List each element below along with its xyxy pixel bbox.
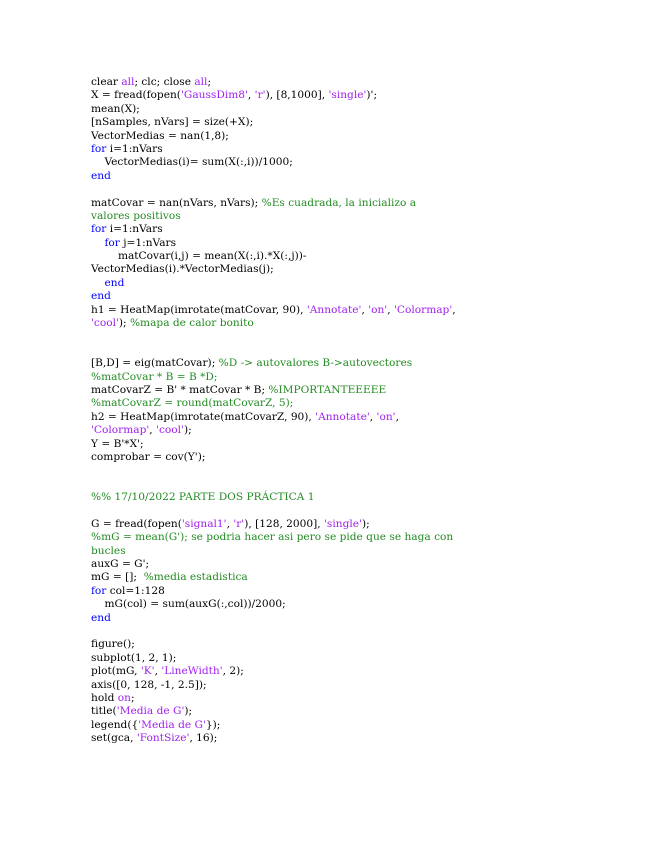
code-text: ), [128, 2000], bbox=[244, 517, 325, 530]
code-keyword: end bbox=[104, 276, 125, 289]
code-string: 'Annotate' bbox=[315, 410, 370, 423]
code-text: h2 = HeatMap(imrotate(matCovarZ, 90), bbox=[91, 410, 316, 423]
code-line bbox=[91, 116, 591, 129]
code-line bbox=[91, 598, 591, 611]
code-line bbox=[91, 652, 591, 665]
code-line bbox=[91, 170, 591, 183]
code-text: ; bbox=[130, 691, 135, 704]
code-line bbox=[91, 263, 591, 276]
code-line bbox=[91, 371, 591, 384]
code-text: mG = []; bbox=[91, 571, 144, 584]
code-comment: %matCovar * B = B *D; bbox=[91, 370, 218, 383]
code-line bbox=[91, 478, 591, 491]
code-line bbox=[91, 424, 591, 437]
code-line bbox=[91, 679, 591, 692]
code-line bbox=[91, 545, 591, 558]
code-text: legend({ bbox=[91, 718, 139, 731]
code-string: 'signal1' bbox=[181, 517, 227, 530]
code-line bbox=[91, 223, 591, 236]
code-comment: %media estadistica bbox=[143, 571, 248, 584]
code-line bbox=[91, 384, 591, 397]
code-comment: %IMPORTANTEEEEE bbox=[268, 383, 387, 396]
code-text: clear bbox=[91, 76, 122, 88]
code-line bbox=[91, 317, 591, 330]
code-line bbox=[91, 210, 591, 223]
code-text: j=1:nVars bbox=[123, 236, 177, 249]
code-text: plot(mG, bbox=[91, 665, 141, 678]
code-text: set(gca, bbox=[91, 732, 137, 745]
code-string: 'on' bbox=[376, 410, 396, 423]
code-text: mG(col) = sum(auxG(:,col))/2000; bbox=[91, 598, 286, 611]
code-text: ); bbox=[183, 424, 192, 437]
code-comment: %mG = mean(G'); se podria hacer asi pero se pide que se haga con bbox=[91, 531, 454, 544]
code-text: , bbox=[395, 410, 399, 423]
code-line bbox=[91, 625, 591, 638]
code-text: , bbox=[369, 410, 377, 423]
code-keyword: end bbox=[91, 169, 111, 182]
code-line bbox=[91, 665, 591, 678]
code-text: G = fread(fopen( bbox=[91, 517, 182, 530]
code-text: }); bbox=[205, 718, 221, 731]
code-text: Y = B'*X'; bbox=[91, 437, 144, 450]
code-text: figure(); bbox=[91, 638, 135, 651]
code-comment: %% 17/10/2022 PARTE DOS PRÁCTICA 1 bbox=[91, 491, 315, 504]
code-text: , 16); bbox=[189, 732, 218, 745]
code-line bbox=[91, 518, 591, 531]
code-text: matCovarZ = B' * matCovar * B; bbox=[91, 383, 269, 396]
code-line bbox=[91, 464, 591, 477]
code-string: 'Colormap' bbox=[393, 303, 453, 316]
code-line bbox=[91, 638, 591, 651]
code-line bbox=[91, 143, 591, 156]
code-text: auxG = G'; bbox=[91, 558, 150, 571]
code-text bbox=[91, 277, 104, 289]
code-line bbox=[91, 571, 591, 584]
code-line bbox=[91, 505, 591, 518]
code-text: i=1:nVars bbox=[109, 142, 163, 155]
code-line bbox=[91, 732, 591, 745]
code-line bbox=[91, 357, 591, 370]
code-text: , bbox=[452, 303, 456, 316]
code-text: , bbox=[387, 303, 394, 316]
code-text: comprobar = cov(Y'); bbox=[91, 450, 206, 463]
code-string: 'K' bbox=[140, 665, 155, 678]
code-text: , bbox=[247, 89, 255, 102]
code-text: X = fread(fopen( bbox=[91, 89, 181, 102]
code-line bbox=[91, 130, 591, 143]
code-comment: valores positivos bbox=[91, 209, 181, 222]
code-line bbox=[91, 558, 591, 571]
code-line bbox=[91, 719, 591, 732]
code-line bbox=[91, 237, 591, 250]
code-text: , 2); bbox=[222, 665, 244, 678]
code-string: 'LineWidth' bbox=[161, 665, 223, 678]
code-keyword: for bbox=[91, 584, 110, 597]
code-text: ; bbox=[207, 76, 212, 88]
code-line bbox=[91, 692, 591, 705]
code-string: 'Media de G' bbox=[138, 718, 206, 731]
code-text: ); bbox=[184, 705, 193, 718]
code-line bbox=[91, 277, 591, 290]
code-string: 'Colormap' bbox=[91, 424, 150, 437]
code-text: )'; bbox=[366, 89, 378, 102]
code-line bbox=[91, 197, 591, 210]
code-keyword: for bbox=[104, 236, 124, 249]
code-text: mean(X); bbox=[91, 102, 140, 115]
code-text: [B,D] = eig(matCovar); bbox=[91, 357, 219, 370]
code-line bbox=[91, 330, 591, 343]
code-text: VectorMedias(i)= sum(X(:,i))/1000; bbox=[91, 156, 293, 169]
code-string: 'single' bbox=[328, 89, 367, 102]
code-text: , bbox=[149, 424, 157, 437]
code-text: title( bbox=[91, 705, 117, 718]
code-string: 'on' bbox=[368, 303, 388, 316]
code-line bbox=[91, 183, 591, 196]
code-text: ; clc; close bbox=[134, 76, 195, 88]
code-line bbox=[91, 531, 591, 544]
code-text: , bbox=[226, 517, 234, 530]
code-comment: %D -> autovalores B->autovectores bbox=[218, 357, 413, 370]
code-string: 'cool' bbox=[91, 317, 119, 330]
code-text: i=1:nVars bbox=[109, 223, 163, 236]
code-string: 'FontSize' bbox=[136, 732, 190, 745]
code-string: 'r' bbox=[254, 89, 266, 102]
code-comment: %matCovarZ = round(matCovarZ, 5); bbox=[91, 397, 294, 410]
code-listing bbox=[91, 76, 591, 746]
code-line bbox=[91, 344, 591, 357]
code-line bbox=[91, 411, 591, 424]
code-string: all bbox=[194, 76, 208, 88]
code-text: , bbox=[154, 665, 162, 678]
code-line bbox=[91, 250, 591, 263]
code-line bbox=[91, 76, 591, 89]
code-text: axis([0, 128, -1, 2.5]); bbox=[91, 678, 207, 691]
code-string: 'Annotate' bbox=[306, 303, 362, 316]
code-line bbox=[91, 612, 591, 625]
code-comment: %mapa de calor bonito bbox=[129, 317, 254, 330]
code-line bbox=[91, 304, 591, 317]
code-keyword: end bbox=[91, 611, 111, 624]
code-keyword: end bbox=[91, 290, 111, 303]
code-text: ); bbox=[118, 317, 130, 330]
code-string: 'GaussDim8' bbox=[180, 89, 248, 102]
code-line bbox=[91, 491, 591, 504]
code-string: all bbox=[121, 76, 135, 88]
code-text: , bbox=[361, 303, 369, 316]
code-string: 'Media de G' bbox=[116, 705, 185, 718]
code-text: ); bbox=[361, 517, 370, 530]
code-line bbox=[91, 290, 591, 303]
code-text: matCovar = nan(nVars, nVars); bbox=[91, 196, 262, 209]
code-text: [nSamples, nVars] = size(+X); bbox=[91, 116, 254, 129]
code-text: subplot(1, 2, 1); bbox=[91, 651, 177, 664]
code-line bbox=[91, 397, 591, 410]
code-keyword: for bbox=[91, 142, 110, 155]
code-string: 'single' bbox=[324, 517, 362, 530]
code-line bbox=[91, 89, 591, 102]
code-line bbox=[91, 585, 591, 598]
code-line bbox=[91, 156, 591, 169]
code-text: col=1:128 bbox=[109, 584, 165, 597]
code-text bbox=[91, 237, 104, 249]
code-comment: bucles bbox=[91, 544, 126, 557]
code-string: 'r' bbox=[233, 517, 245, 530]
code-line bbox=[91, 451, 591, 464]
code-text: h1 = HeatMap(imrotate(matCovar, 90), bbox=[91, 303, 307, 316]
code-comment: %Es cuadrada, la inicializo a bbox=[261, 196, 417, 209]
code-text: VectorMedias(i).*VectorMedias(j); bbox=[91, 263, 274, 276]
code-string: 'cool' bbox=[156, 424, 184, 437]
code-line bbox=[91, 103, 591, 116]
code-keyword: for bbox=[91, 223, 110, 236]
code-line bbox=[91, 705, 591, 718]
code-text: hold bbox=[91, 691, 118, 704]
code-line bbox=[91, 438, 591, 451]
code-string: on bbox=[117, 691, 131, 704]
code-text: VectorMedias = nan(1,8); bbox=[91, 129, 229, 142]
code-text: ), [8,1000], bbox=[265, 89, 329, 102]
code-text: matCovar(i,j) = mean(X(:,i).*X(:,j))- bbox=[91, 250, 307, 263]
